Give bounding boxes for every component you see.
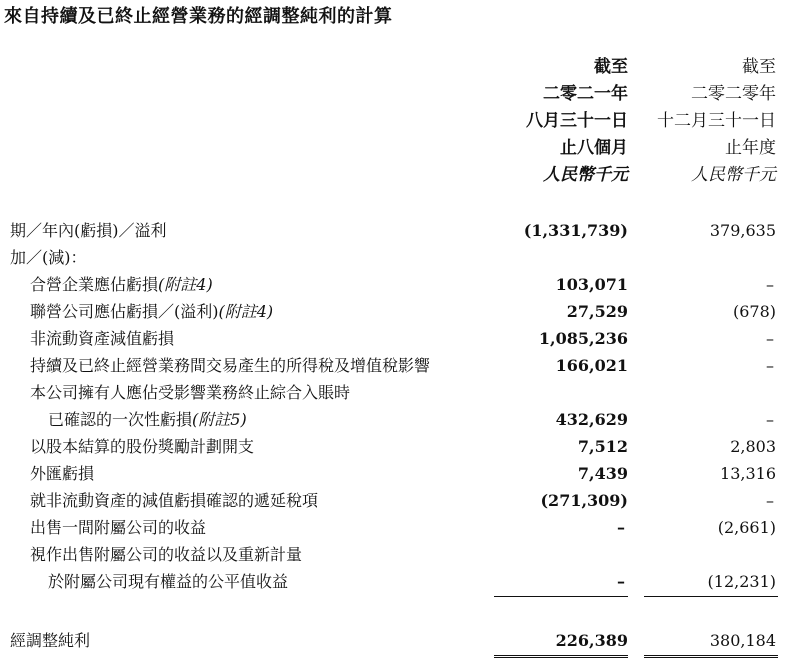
table-row	[0, 568, 788, 595]
value-2021: (271,309)	[540, 491, 628, 510]
value-2020: –	[766, 491, 774, 510]
page-title: 來自持續及已終止經營業務的經調整純利的計算	[4, 6, 393, 27]
row-label	[48, 406, 247, 433]
total-double-rule-2021	[494, 655, 628, 658]
value-2021: 7,439	[577, 464, 628, 483]
table-row	[0, 379, 788, 406]
row-label: 出售一間附屬公司的收益	[30, 518, 207, 537]
value-2021: 432,629	[555, 410, 628, 429]
note-ref: (附註4)	[158, 275, 213, 294]
row-label: 期／年內(虧損)／溢利	[10, 221, 167, 240]
value-2021: –	[617, 572, 625, 591]
value-2020: (2,661)	[717, 518, 776, 537]
row-label: 持續及已終止經營業務間交易產生的所得稅及增值稅影響	[30, 356, 431, 375]
value-2021: 27,529	[566, 302, 628, 321]
note-ref: (附註4)	[218, 302, 274, 321]
value-2020: 380,184	[709, 631, 776, 650]
row-label: 以股本結算的股份獎勵計劃開支	[30, 437, 255, 456]
table-row	[0, 325, 788, 352]
table-row	[0, 352, 788, 379]
table-row	[0, 514, 788, 541]
row-label: 本公司擁有人應佔受影響業務終止綜合入賬時	[30, 383, 351, 402]
value-2020: 379,635	[709, 221, 776, 240]
total-double-rule-2020	[644, 655, 778, 658]
row-label: 非流動資產減值虧損	[30, 329, 175, 348]
table-row	[0, 433, 788, 460]
column-header-line: 二零二零年	[691, 84, 776, 104]
table-row-total	[0, 627, 788, 654]
row-label-text: 聯營公司應佔虧損／(溢利)	[30, 302, 219, 321]
column-header-line: 八月三十一日	[526, 111, 628, 131]
value-2021: 1,085,236	[538, 329, 628, 348]
value-2020: –	[766, 410, 774, 429]
value-2020: –	[766, 356, 774, 375]
column-header-2020	[657, 54, 776, 189]
value-2020: (12,231)	[707, 572, 776, 591]
value-2021: 103,071	[555, 275, 628, 294]
row-label-text: 合營企業應佔虧損	[30, 275, 159, 294]
value-2020: 13,316	[720, 464, 776, 483]
value-2020: (678)	[732, 302, 776, 321]
row-label: 視作出售附屬公司的收益以及重新計量	[30, 545, 303, 564]
row-label-text: 已確認的一次性虧損	[48, 410, 193, 429]
table-row	[0, 406, 788, 433]
row-label	[30, 298, 273, 325]
value-2021: –	[617, 518, 625, 537]
value-2021: (1,331,739)	[523, 221, 628, 240]
column-header-line: 截至	[594, 57, 628, 77]
table-row	[0, 460, 788, 487]
subtotal-rule-2021	[494, 596, 628, 597]
table-row	[0, 487, 788, 514]
table-row	[0, 541, 788, 568]
value-2020: –	[766, 275, 774, 294]
row-label: 於附屬公司現有權益的公平值收益	[48, 572, 289, 591]
column-header-2021	[526, 54, 628, 189]
value-2020: 2,803	[730, 437, 776, 456]
value-2021: 166,021	[555, 356, 628, 375]
column-header-line: 十二月三十一日	[657, 111, 776, 131]
column-header-line: 止年度	[725, 138, 776, 158]
value-2021: 226,389	[555, 631, 628, 650]
column-header-unit: 人民幣千元	[691, 165, 776, 185]
row-label: 外匯虧損	[30, 464, 95, 483]
value-2020: –	[766, 329, 774, 348]
row-label: 就非流動資產的減值虧損確認的遞延稅項	[30, 491, 319, 510]
subtotal-rule-2020	[644, 596, 778, 597]
column-header-line: 止八個月	[560, 138, 628, 158]
table-row	[0, 244, 788, 271]
row-label: 經調整純利	[10, 631, 91, 650]
table-row	[0, 217, 788, 244]
column-header-line: 截至	[742, 57, 776, 77]
value-2021: 7,512	[577, 437, 628, 456]
column-header-unit: 人民幣千元	[543, 165, 628, 185]
row-label: 加／(減)：	[10, 248, 87, 267]
row-label	[30, 271, 213, 298]
table-row	[0, 271, 788, 298]
column-header-line: 二零二一年	[543, 84, 628, 104]
note-ref: (附註5)	[192, 410, 247, 429]
table-row	[0, 298, 788, 325]
